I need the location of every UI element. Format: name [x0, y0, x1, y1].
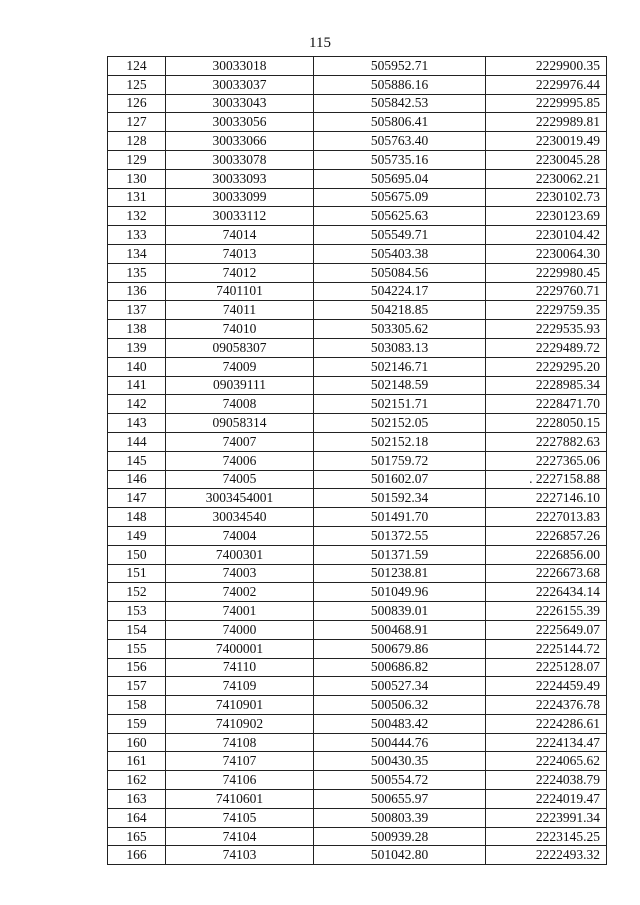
- x-coordinate-cell: 501592.34: [314, 489, 486, 508]
- point-id-cell: 74103: [166, 846, 314, 865]
- table-row: [108, 301, 607, 320]
- x-coordinate-cell: 500430.35: [314, 752, 486, 771]
- x-coordinate-cell: 505625.63: [314, 207, 486, 226]
- y-coordinate-cell: 2224459.49: [486, 677, 607, 696]
- table-row: [108, 714, 607, 733]
- y-coordinate-cell: 2229900.35: [486, 57, 607, 76]
- table-row: [108, 639, 607, 658]
- y-coordinate-cell: 2224038.79: [486, 771, 607, 790]
- table-row: [108, 150, 607, 169]
- table-row: [108, 57, 607, 76]
- point-id-cell: 09039111: [166, 376, 314, 395]
- point-number-cell: 137: [108, 301, 166, 320]
- x-coordinate-cell: 502146.71: [314, 357, 486, 376]
- x-coordinate-cell: 505763.40: [314, 132, 486, 151]
- y-coordinate-cell: 2230123.69: [486, 207, 607, 226]
- table-row: [108, 752, 607, 771]
- x-coordinate-cell: 503305.62: [314, 320, 486, 339]
- point-id-cell: 30034540: [166, 508, 314, 527]
- y-coordinate-cell: 2230045.28: [486, 150, 607, 169]
- point-number-cell: 140: [108, 357, 166, 376]
- x-coordinate-cell: 500444.76: [314, 733, 486, 752]
- x-coordinate-cell: 502148.59: [314, 376, 486, 395]
- x-coordinate-cell: 501371.59: [314, 545, 486, 564]
- table-row: [108, 564, 607, 583]
- y-coordinate-cell: 2226673.68: [486, 564, 607, 583]
- point-number-cell: 154: [108, 620, 166, 639]
- table-row: [108, 263, 607, 282]
- point-number-cell: 132: [108, 207, 166, 226]
- x-coordinate-cell: 500506.32: [314, 696, 486, 715]
- point-number-cell: 144: [108, 432, 166, 451]
- y-coordinate-cell: 2224019.47: [486, 790, 607, 809]
- point-number-cell: 151: [108, 564, 166, 583]
- point-id-cell: 74005: [166, 470, 314, 489]
- y-coordinate-cell: 2228985.34: [486, 376, 607, 395]
- x-coordinate-cell: 500483.42: [314, 714, 486, 733]
- point-id-cell: 74002: [166, 583, 314, 602]
- point-number-cell: 124: [108, 57, 166, 76]
- point-id-cell: 74106: [166, 771, 314, 790]
- point-id-cell: 74104: [166, 827, 314, 846]
- table-row: [108, 677, 607, 696]
- x-coordinate-cell: 505084.56: [314, 263, 486, 282]
- x-coordinate-cell: 500803.39: [314, 808, 486, 827]
- table-row: [108, 357, 607, 376]
- x-coordinate-cell: 501238.81: [314, 564, 486, 583]
- table-row: [108, 583, 607, 602]
- table-row: [108, 451, 607, 470]
- x-coordinate-cell: 500554.72: [314, 771, 486, 790]
- x-coordinate-cell: 500655.97: [314, 790, 486, 809]
- table-row: [108, 545, 607, 564]
- point-id-cell: 30033066: [166, 132, 314, 151]
- x-coordinate-cell: 502152.05: [314, 414, 486, 433]
- point-id-cell: 74012: [166, 263, 314, 282]
- y-coordinate-cell: 2229489.72: [486, 338, 607, 357]
- x-coordinate-cell: 500468.91: [314, 620, 486, 639]
- point-number-cell: 136: [108, 282, 166, 301]
- x-coordinate-cell: 505695.04: [314, 169, 486, 188]
- table-row: [108, 132, 607, 151]
- x-coordinate-cell: 505842.53: [314, 94, 486, 113]
- y-coordinate-cell: 2226856.00: [486, 545, 607, 564]
- table-row: [108, 526, 607, 545]
- point-number-cell: 152: [108, 583, 166, 602]
- x-coordinate-cell: 505549.71: [314, 226, 486, 245]
- point-number-cell: 149: [108, 526, 166, 545]
- table-row: [108, 602, 607, 621]
- table-row: [108, 658, 607, 677]
- y-coordinate-cell: 2229295.20: [486, 357, 607, 376]
- x-coordinate-cell: 505952.71: [314, 57, 486, 76]
- x-coordinate-cell: 505886.16: [314, 75, 486, 94]
- point-number-cell: 130: [108, 169, 166, 188]
- point-id-cell: 30033018: [166, 57, 314, 76]
- table-row: [108, 790, 607, 809]
- point-number-cell: 160: [108, 733, 166, 752]
- y-coordinate-cell: 2229989.81: [486, 113, 607, 132]
- point-number-cell: 135: [108, 263, 166, 282]
- y-coordinate-cell: 2227013.83: [486, 508, 607, 527]
- table-row: [108, 376, 607, 395]
- point-number-cell: 134: [108, 244, 166, 263]
- y-coordinate-cell: 2227882.63: [486, 432, 607, 451]
- point-number-cell: 158: [108, 696, 166, 715]
- point-number-cell: 143: [108, 414, 166, 433]
- table-row: [108, 207, 607, 226]
- point-number-cell: 163: [108, 790, 166, 809]
- point-id-cell: 7401101: [166, 282, 314, 301]
- table-row: [108, 808, 607, 827]
- table-row: [108, 470, 607, 489]
- y-coordinate-cell: 2229535.93: [486, 320, 607, 339]
- y-coordinate-cell: 2226857.26: [486, 526, 607, 545]
- point-number-cell: 133: [108, 226, 166, 245]
- point-id-cell: 30033093: [166, 169, 314, 188]
- y-coordinate-cell: 2225128.07: [486, 658, 607, 677]
- y-coordinate-cell: 2229976.44: [486, 75, 607, 94]
- point-number-cell: 148: [108, 508, 166, 527]
- point-id-cell: 74109: [166, 677, 314, 696]
- point-number-cell: 141: [108, 376, 166, 395]
- x-coordinate-cell: 501042.80: [314, 846, 486, 865]
- y-coordinate-cell: 2223145.25: [486, 827, 607, 846]
- point-number-cell: 127: [108, 113, 166, 132]
- point-number-cell: 153: [108, 602, 166, 621]
- table-row: [108, 320, 607, 339]
- table-row: [108, 620, 607, 639]
- y-coordinate-cell: 2228471.70: [486, 395, 607, 414]
- y-coordinate-cell: 2222493.32: [486, 846, 607, 865]
- point-number-cell: 150: [108, 545, 166, 564]
- point-number-cell: 131: [108, 188, 166, 207]
- y-coordinate-cell: 2225144.72: [486, 639, 607, 658]
- x-coordinate-cell: 501491.70: [314, 508, 486, 527]
- y-coordinate-cell: 2224065.62: [486, 752, 607, 771]
- point-id-cell: 09058307: [166, 338, 314, 357]
- table-row: [108, 489, 607, 508]
- x-coordinate-cell: 505403.38: [314, 244, 486, 263]
- y-coordinate-cell: . 2227158.88: [486, 470, 607, 489]
- point-id-cell: 74013: [166, 244, 314, 263]
- y-coordinate-cell: 2225649.07: [486, 620, 607, 639]
- x-coordinate-cell: 505806.41: [314, 113, 486, 132]
- point-id-cell: 30033112: [166, 207, 314, 226]
- x-coordinate-cell: 500679.86: [314, 639, 486, 658]
- y-coordinate-cell: 2230104.42: [486, 226, 607, 245]
- table-row: [108, 169, 607, 188]
- x-coordinate-cell: 505735.16: [314, 150, 486, 169]
- x-coordinate-cell: 503083.13: [314, 338, 486, 357]
- x-coordinate-cell: 501759.72: [314, 451, 486, 470]
- point-id-cell: 74001: [166, 602, 314, 621]
- point-id-cell: 7410901: [166, 696, 314, 715]
- point-id-cell: 7410902: [166, 714, 314, 733]
- table-row: [108, 827, 607, 846]
- point-id-cell: 74011: [166, 301, 314, 320]
- point-number-cell: 159: [108, 714, 166, 733]
- point-number-cell: 157: [108, 677, 166, 696]
- point-id-cell: 74004: [166, 526, 314, 545]
- point-number-cell: 166: [108, 846, 166, 865]
- y-coordinate-cell: 2224376.78: [486, 696, 607, 715]
- table-row: [108, 395, 607, 414]
- x-coordinate-cell: 502151.71: [314, 395, 486, 414]
- point-id-cell: 7400001: [166, 639, 314, 658]
- y-coordinate-cell: 2224134.47: [486, 733, 607, 752]
- y-coordinate-cell: 2226155.39: [486, 602, 607, 621]
- point-number-cell: 126: [108, 94, 166, 113]
- table-row: [108, 771, 607, 790]
- point-id-cell: 74014: [166, 226, 314, 245]
- point-id-cell: 74107: [166, 752, 314, 771]
- coordinates-table-body: [108, 57, 607, 865]
- point-id-cell: 30033056: [166, 113, 314, 132]
- y-coordinate-cell: 2229760.71: [486, 282, 607, 301]
- table-row: [108, 733, 607, 752]
- point-id-cell: 74007: [166, 432, 314, 451]
- point-id-cell: 7400301: [166, 545, 314, 564]
- point-number-cell: 146: [108, 470, 166, 489]
- x-coordinate-cell: 504218.85: [314, 301, 486, 320]
- y-coordinate-cell: 2230062.21: [486, 169, 607, 188]
- table-row: [108, 846, 607, 865]
- x-coordinate-cell: 500839.01: [314, 602, 486, 621]
- point-id-cell: 74008: [166, 395, 314, 414]
- point-number-cell: 145: [108, 451, 166, 470]
- point-number-cell: 164: [108, 808, 166, 827]
- y-coordinate-cell: 2229995.85: [486, 94, 607, 113]
- y-coordinate-cell: 2228050.15: [486, 414, 607, 433]
- table-row: [108, 696, 607, 715]
- x-coordinate-cell: 500527.34: [314, 677, 486, 696]
- point-id-cell: 74105: [166, 808, 314, 827]
- point-number-cell: 129: [108, 150, 166, 169]
- table-row: [108, 113, 607, 132]
- x-coordinate-cell: 501049.96: [314, 583, 486, 602]
- x-coordinate-cell: 501602.07: [314, 470, 486, 489]
- x-coordinate-cell: 500686.82: [314, 658, 486, 677]
- point-id-cell: 30033037: [166, 75, 314, 94]
- point-id-cell: 74009: [166, 357, 314, 376]
- x-coordinate-cell: 502152.18: [314, 432, 486, 451]
- y-coordinate-cell: 2227365.06: [486, 451, 607, 470]
- point-number-cell: 125: [108, 75, 166, 94]
- table-row: [108, 282, 607, 301]
- x-coordinate-cell: 501372.55: [314, 526, 486, 545]
- table-row: [108, 432, 607, 451]
- table-row: [108, 75, 607, 94]
- table-row: [108, 338, 607, 357]
- point-id-cell: 74006: [166, 451, 314, 470]
- table-row: [108, 508, 607, 527]
- point-number-cell: 165: [108, 827, 166, 846]
- point-number-cell: 128: [108, 132, 166, 151]
- point-id-cell: 30033043: [166, 94, 314, 113]
- table-row: [108, 226, 607, 245]
- y-coordinate-cell: 2229759.35: [486, 301, 607, 320]
- point-id-cell: 30033078: [166, 150, 314, 169]
- table-row: [108, 414, 607, 433]
- y-coordinate-cell: 2226434.14: [486, 583, 607, 602]
- point-id-cell: 74003: [166, 564, 314, 583]
- point-number-cell: 139: [108, 338, 166, 357]
- point-number-cell: 161: [108, 752, 166, 771]
- point-number-cell: 142: [108, 395, 166, 414]
- y-coordinate-cell: 2223991.34: [486, 808, 607, 827]
- point-id-cell: 3003454001: [166, 489, 314, 508]
- y-coordinate-cell: 2230102.73: [486, 188, 607, 207]
- point-number-cell: 155: [108, 639, 166, 658]
- x-coordinate-cell: 500939.28: [314, 827, 486, 846]
- point-id-cell: 09058314: [166, 414, 314, 433]
- x-coordinate-cell: 504224.17: [314, 282, 486, 301]
- y-coordinate-cell: 2230064.30: [486, 244, 607, 263]
- point-id-cell: 7410601: [166, 790, 314, 809]
- point-number-cell: 162: [108, 771, 166, 790]
- point-id-cell: 74010: [166, 320, 314, 339]
- y-coordinate-cell: 2229980.45: [486, 263, 607, 282]
- point-id-cell: 74110: [166, 658, 314, 677]
- point-number-cell: 147: [108, 489, 166, 508]
- point-id-cell: 74108: [166, 733, 314, 752]
- table-row: [108, 244, 607, 263]
- point-id-cell: 74000: [166, 620, 314, 639]
- point-number-cell: 138: [108, 320, 166, 339]
- y-coordinate-cell: 2227146.10: [486, 489, 607, 508]
- y-coordinate-cell: 2230019.49: [486, 132, 607, 151]
- coordinates-table: [107, 56, 607, 865]
- point-number-cell: 156: [108, 658, 166, 677]
- x-coordinate-cell: 505675.09: [314, 188, 486, 207]
- table-row: [108, 188, 607, 207]
- point-id-cell: 30033099: [166, 188, 314, 207]
- y-coordinate-cell: 2224286.61: [486, 714, 607, 733]
- table-row: [108, 94, 607, 113]
- page-number: 115: [309, 35, 331, 51]
